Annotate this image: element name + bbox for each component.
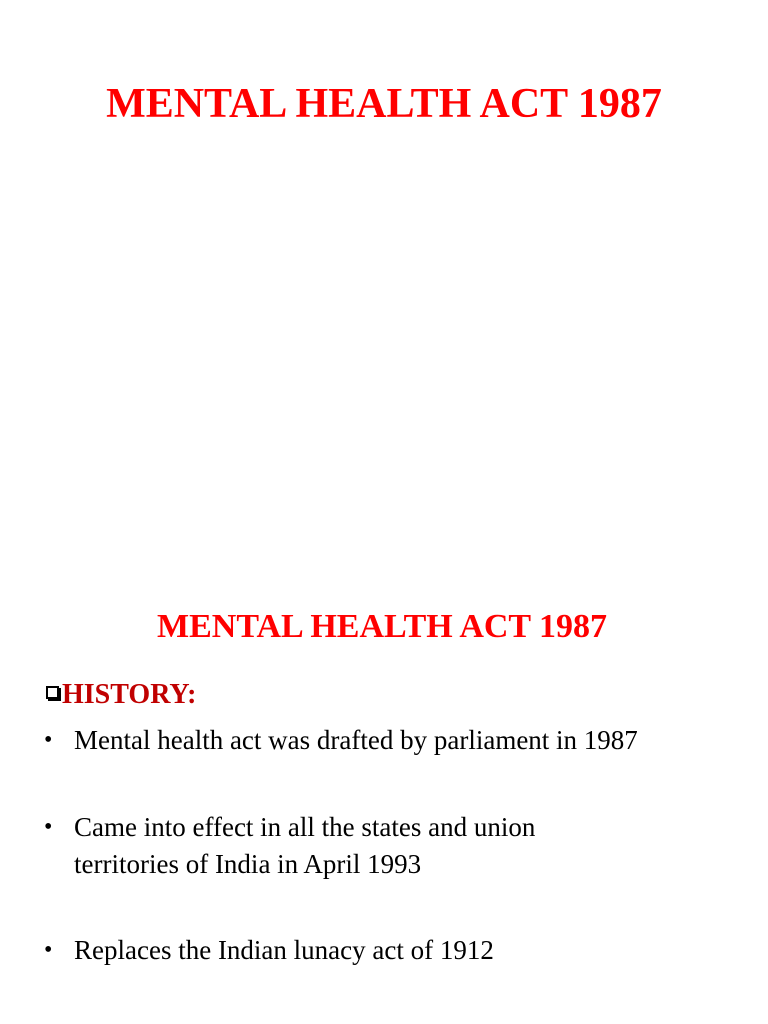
bullet-text: Replaces the Indian lunacy act of 1912 [74,935,494,965]
list-item [44,809,744,883]
slide1-title: MENTAL HEALTH ACT 1987 [106,81,662,127]
bullet-text: Mental health act was drafted by parliament in 1987 [74,725,638,755]
checkbox-square-icon [46,686,59,699]
bullet-icon: • [44,727,53,753]
bullet-icon: • [44,814,53,840]
list-item [44,932,744,969]
bullet-text: Came into effect in all the states and union territories of India in April 1993 [74,812,536,879]
section-heading-label: HISTORY: [62,679,197,710]
slide2-title: MENTAL HEALTH ACT 1987 [157,608,607,645]
section-heading-history [46,677,196,713]
list-item [44,722,744,759]
bullet-icon: • [44,937,53,963]
